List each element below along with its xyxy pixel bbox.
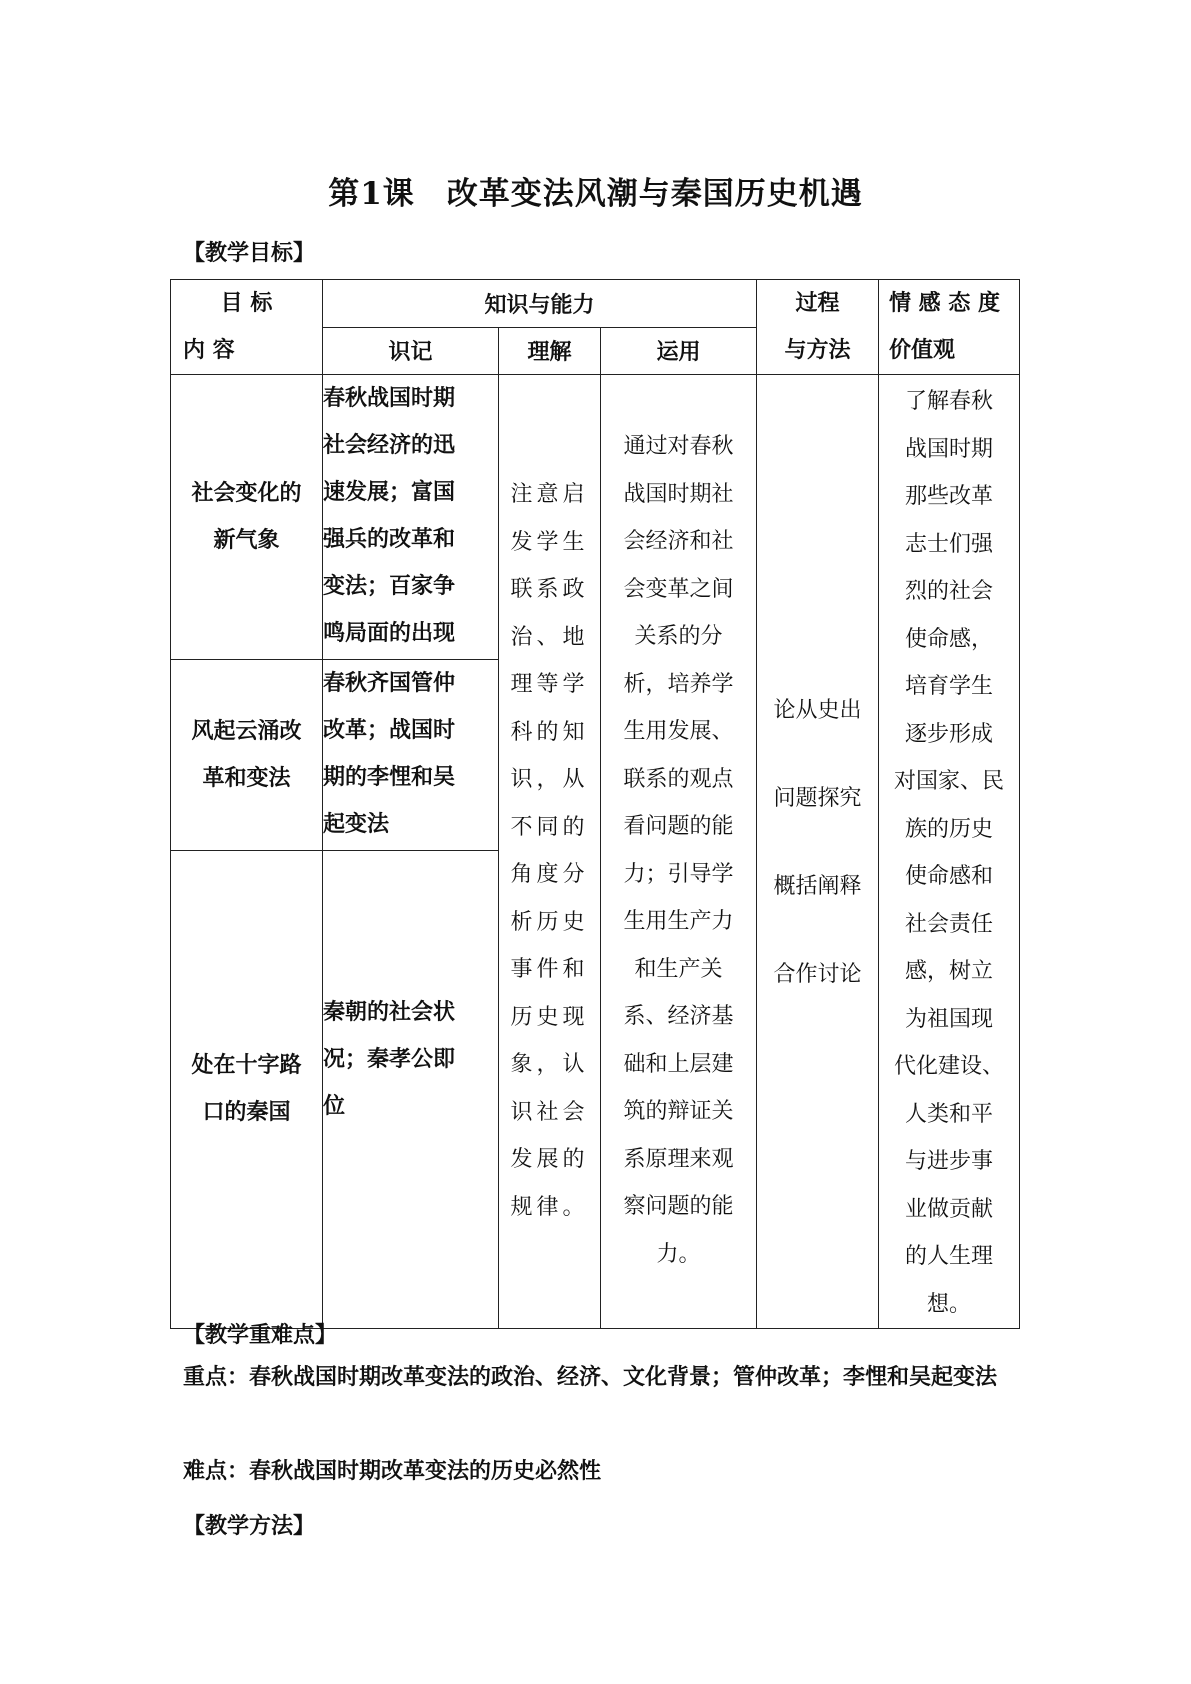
understand-line: 角度分 bbox=[510, 862, 589, 887]
apply-line: 系原理来观 bbox=[623, 1146, 734, 1172]
apply-line: 联系的观点 bbox=[623, 766, 734, 792]
emotion-cell bbox=[879, 375, 1020, 1329]
header-recall: 识记 bbox=[323, 327, 499, 375]
process-line: 论从史出 bbox=[773, 698, 862, 723]
understand-line: 识，从 bbox=[510, 767, 589, 792]
emotion-line: 对国家、民 bbox=[894, 769, 1005, 794]
recall-line: 强兵的改革和 bbox=[323, 526, 456, 552]
header-process-line1: 过程 bbox=[795, 290, 840, 316]
apply-line: 析，培养学 bbox=[623, 671, 734, 697]
recall-line: 况；秦孝公即 bbox=[323, 1045, 456, 1072]
header-emotion-line2: 价值观 bbox=[889, 337, 956, 363]
header-process bbox=[757, 280, 879, 375]
teaching-goals-table bbox=[170, 279, 1020, 1329]
apply-line: 关系的分 bbox=[634, 624, 723, 649]
content-line: 处在十字路 bbox=[191, 1052, 302, 1079]
emotion-line: 代化建设、 bbox=[894, 1054, 1005, 1079]
emotion-line: 感，树立 bbox=[905, 959, 994, 984]
understand-line: 不同的 bbox=[510, 814, 589, 840]
emotion-line: 战国时期 bbox=[905, 436, 994, 462]
process-cell bbox=[757, 375, 879, 1329]
process-line: 概括阐释 bbox=[773, 874, 862, 899]
understand-line: 发展的 bbox=[510, 1147, 589, 1172]
row-recall-3 bbox=[323, 850, 499, 1328]
understand-line: 历史现 bbox=[510, 1004, 589, 1030]
apply-line: 生用生产力 bbox=[623, 909, 734, 934]
apply-line: 力。 bbox=[656, 1241, 701, 1267]
emotion-line: 的人生理 bbox=[905, 1244, 994, 1269]
understand-line: 联系政 bbox=[510, 577, 589, 602]
apply-line: 通过对春秋 bbox=[623, 434, 734, 459]
apply-line: 力；引导学 bbox=[623, 861, 734, 887]
understand-line: 识社会 bbox=[510, 1099, 589, 1125]
apply-line: 会经济和社 bbox=[623, 529, 734, 554]
recall-line: 起变法 bbox=[323, 811, 390, 838]
understand-line: 发学生 bbox=[510, 529, 589, 555]
apply-line: 察问题的能 bbox=[623, 1194, 734, 1219]
emotion-line: 族的历史 bbox=[905, 816, 994, 842]
recall-line: 秦朝的社会状 bbox=[323, 998, 456, 1025]
understand-line: 事件和 bbox=[510, 957, 589, 982]
page-title: 第1课 改革变法风潮与秦国历史机遇 bbox=[328, 176, 863, 212]
emotion-line: 烈的社会 bbox=[905, 579, 994, 604]
apply-cell bbox=[601, 375, 757, 1329]
emotion-line: 社会责任 bbox=[905, 911, 994, 937]
emotion-line: 与进步事 bbox=[905, 1149, 994, 1174]
apply-line: 础和上层建 bbox=[623, 1051, 734, 1077]
header-process-line2: 与方法 bbox=[784, 337, 851, 363]
content-line: 社会变化的 bbox=[191, 480, 302, 507]
content-line: 口的秦国 bbox=[202, 1099, 291, 1126]
row-content-2 bbox=[171, 660, 323, 851]
understand-line: 规律。 bbox=[510, 1194, 589, 1220]
header-goal-content bbox=[171, 280, 323, 375]
emotion-line: 人类和平 bbox=[905, 1101, 994, 1127]
header-emotion-line1: 情 感 态 度 bbox=[889, 290, 1000, 316]
understand-line: 理等学 bbox=[510, 672, 589, 697]
emotion-line: 使命感， bbox=[905, 626, 994, 652]
row-content-1 bbox=[171, 375, 323, 660]
content-line: 风起云涌改 bbox=[191, 718, 302, 745]
header-knowledge: 知识与能力 bbox=[323, 280, 757, 328]
process-line: 合作讨论 bbox=[773, 962, 862, 987]
emotion-line: 想。 bbox=[927, 1291, 972, 1317]
understand-line: 析历史 bbox=[510, 909, 589, 935]
recall-line: 位 bbox=[323, 1092, 346, 1119]
apply-line: 筑的辩证关 bbox=[623, 1099, 734, 1124]
recall-line: 改革；战国时 bbox=[323, 717, 456, 744]
apply-line: 生用发展、 bbox=[623, 719, 734, 744]
understand-line: 注意启 bbox=[510, 482, 589, 507]
key-point-text: 重点：春秋战国时期改革变法的政治、经济、文化背景；管仲改革；李悝和吴起变法 bbox=[183, 1364, 998, 1390]
emotion-line: 为祖国现 bbox=[905, 1006, 994, 1032]
recall-line: 春秋战国时期 bbox=[323, 385, 456, 411]
emotion-line: 了解春秋 bbox=[905, 389, 994, 414]
apply-line: 看问题的能 bbox=[623, 814, 734, 839]
section-teaching-goals: 【教学目标】 bbox=[183, 240, 316, 266]
row-recall-2 bbox=[323, 660, 499, 851]
header-goal-line1: 目 标 bbox=[220, 290, 273, 316]
row-content-3 bbox=[171, 850, 323, 1328]
apply-line: 和生产关 bbox=[634, 956, 723, 982]
recall-line: 社会经济的迅 bbox=[323, 432, 456, 458]
recall-line: 速发展；富国 bbox=[323, 479, 456, 505]
recall-line: 变法；百家争 bbox=[323, 573, 456, 599]
understand-line: 治、地 bbox=[510, 624, 589, 650]
content-line: 革和变法 bbox=[202, 765, 291, 792]
section-teaching-method: 【教学方法】 bbox=[183, 1513, 316, 1539]
apply-line: 战国时期社 bbox=[623, 481, 734, 507]
understand-line: 科的知 bbox=[510, 719, 589, 745]
emotion-line: 志士们强 bbox=[905, 531, 994, 557]
recall-line: 鸣局面的出现 bbox=[323, 620, 456, 646]
header-apply: 运用 bbox=[601, 327, 757, 375]
apply-line: 系、经济基 bbox=[623, 1004, 734, 1029]
emotion-line: 业做贡献 bbox=[905, 1196, 994, 1222]
emotion-line: 培育学生 bbox=[905, 674, 994, 699]
process-line: 问题探究 bbox=[773, 786, 862, 811]
header-understand: 理解 bbox=[499, 327, 601, 375]
header-goal-line2: 内 容 bbox=[183, 337, 235, 363]
understand-line: 象，认 bbox=[510, 1052, 589, 1077]
emotion-line: 使命感和 bbox=[905, 864, 994, 889]
difficult-point-text: 难点：春秋战国时期改革变法的历史必然性 bbox=[183, 1458, 602, 1484]
header-emotion bbox=[879, 280, 1020, 375]
apply-line: 会变革之间 bbox=[623, 576, 734, 602]
emotion-line: 那些改革 bbox=[905, 484, 994, 509]
recall-line: 春秋齐国管仲 bbox=[323, 670, 456, 697]
understand-cell bbox=[499, 375, 601, 1329]
recall-line: 期的李悝和吴 bbox=[323, 764, 456, 791]
emotion-line: 逐步形成 bbox=[905, 721, 994, 747]
section-key-difficult: 【教学重难点】 bbox=[183, 1322, 338, 1348]
row-recall-1 bbox=[323, 375, 499, 660]
content-line: 新气象 bbox=[213, 527, 280, 554]
